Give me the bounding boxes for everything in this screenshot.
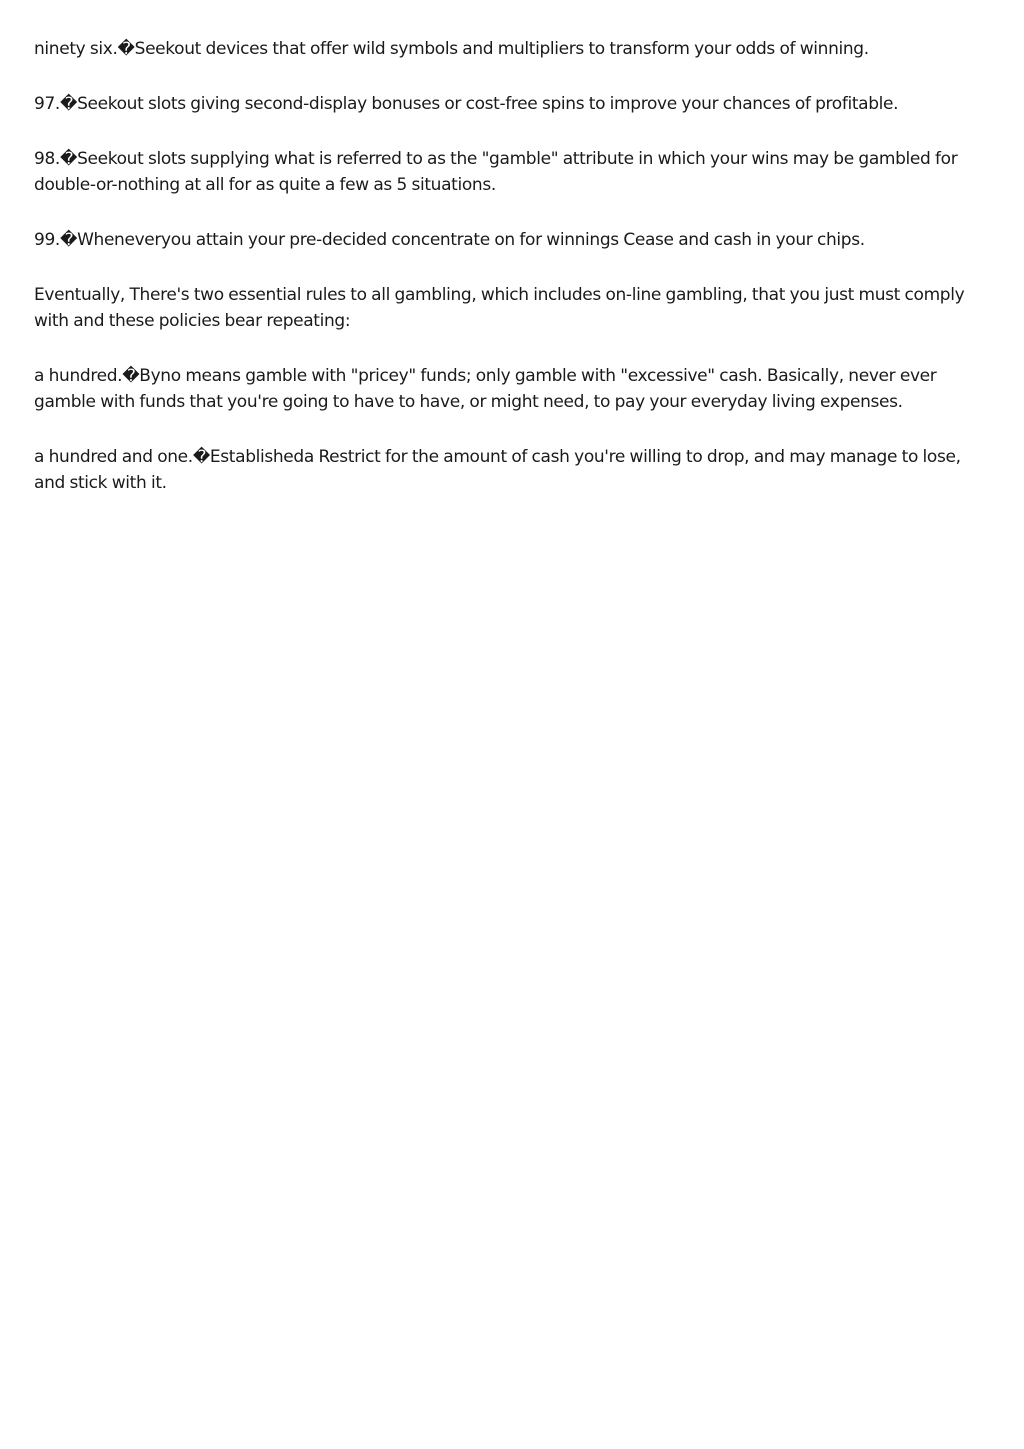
document-body	[34, 36, 994, 525]
paragraph-tip-98: 98.�Seekout slots supplying what is referred to as the "gamble" attribute in which your wins may be gambled for double-or-nothing at all for as quite a few as 5 situations.	[34, 149, 958, 195]
paragraph-essential-rules: Eventually, There's two essential rules to all gambling, which includes on-line gambling, that you just must comply with and these policies bear repeating:	[34, 285, 965, 331]
paragraph-rule-101: a hundred and one.�Establisheda Restrict for the amount of cash you're willing to drop, and may manage to lose, and stick with it.	[34, 447, 961, 493]
paragraph-tip-97: 97.�Seekout slots giving second-display bonuses or cost-free spins to improve your chances of profitable.	[34, 94, 899, 114]
paragraph-tip-99: 99.�Wheneveryou attain your pre-decided concentrate on for winnings Cease and cash in your chips.	[34, 230, 865, 250]
paragraph-rule-100: a hundred.�Byno means gamble with "pricey" funds; only gamble with "excessive" cash. Basically, never ever gamble with funds that you're going to have to have, or might need, to pay your everyday living expenses.	[34, 366, 937, 412]
paragraph-tip-96: ninety six.�Seekout devices that offer wild symbols and multipliers to transform your odds of winning.	[34, 39, 869, 59]
